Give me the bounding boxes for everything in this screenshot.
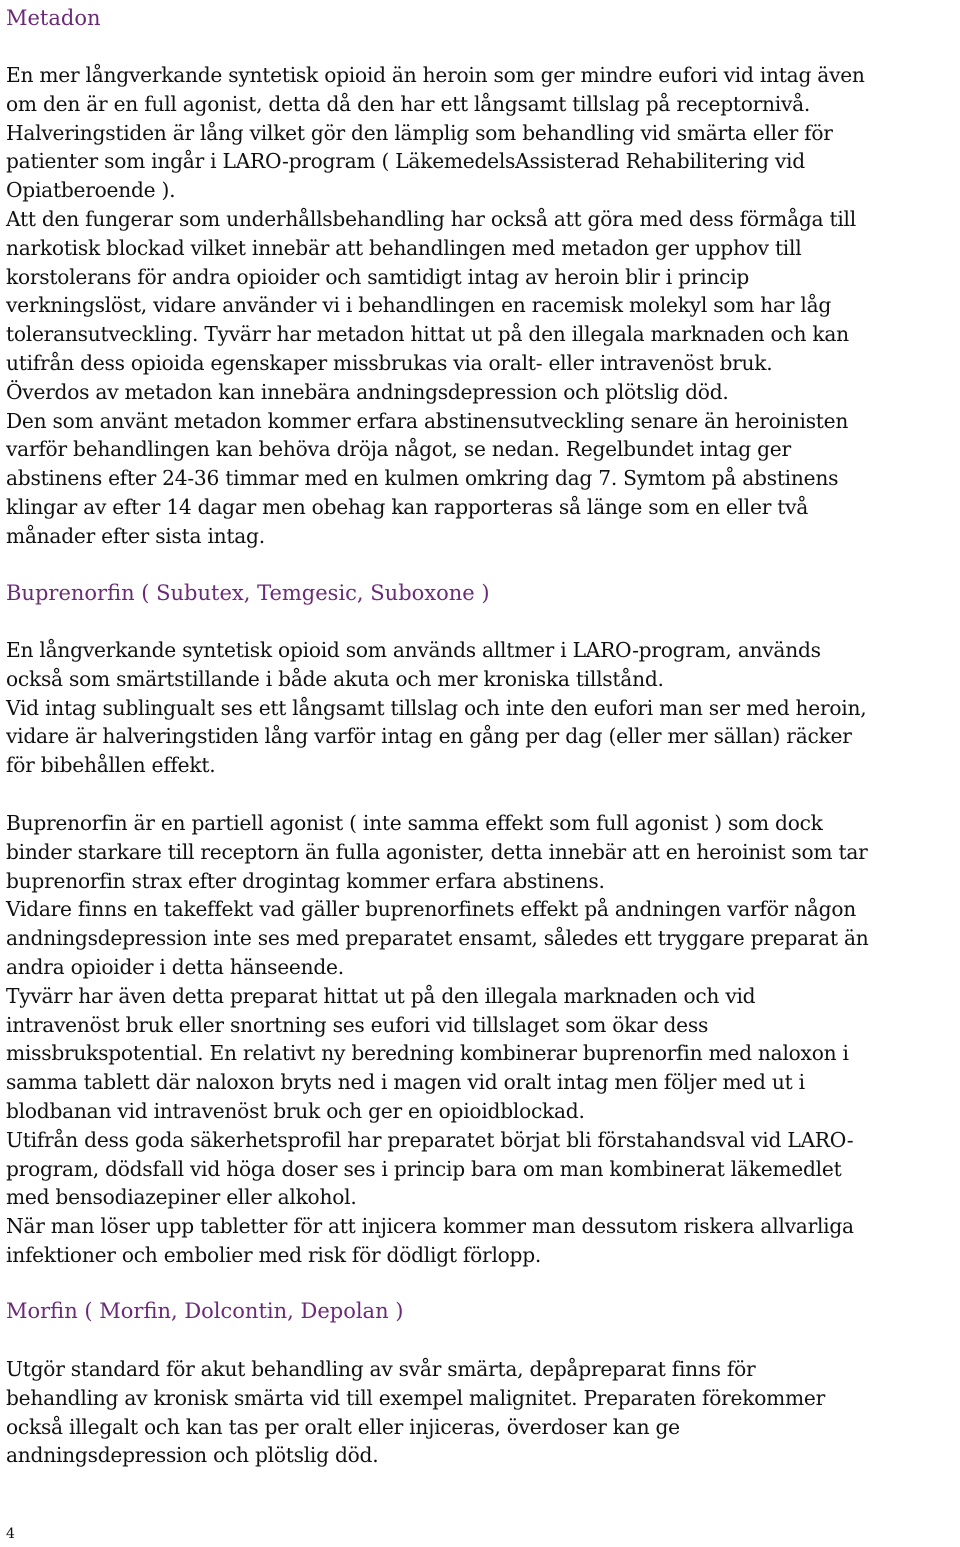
text-line: patienter som ingår i LARO-program ( LäkemedelsAssisterad Rehabilitering vid xyxy=(6,149,805,174)
paragraph-metadon xyxy=(6,61,956,551)
text-line: intravenöst bruk eller snortning ses eufori vid tillslaget som ökar dess xyxy=(6,1012,709,1037)
text-line: samma tablett där naloxon bryts ned i magen vid oralt intag men följer med ut i xyxy=(6,1070,805,1095)
text-line: buprenorfin strax efter drogintag kommer erfara abstinens. xyxy=(6,868,605,893)
section-heading-morfin: Morfin ( Morfin, Dolcontin, Depolan ) xyxy=(6,1299,404,1323)
text-line: Att den fungerar som underhållsbehandling har också att göra med dess förmåga till xyxy=(6,206,856,231)
section-heading-buprenorfin: Buprenorfin ( Subutex, Temgesic, Suboxone ) xyxy=(6,581,490,605)
text-line: Utgör standard för akut behandling av svår smärta, depåpreparat finns för xyxy=(6,1357,756,1381)
text-line: verkningslöst, vidare använder vi i behandlingen en racemisk molekyl som har låg xyxy=(6,293,832,318)
text-line: Buprenorfin är en partiell agonist ( inte samma effekt som full agonist ) som dock xyxy=(6,811,823,835)
text-line: utifrån dess opioida egenskaper missbrukas via oralt- eller intravenöst bruk. xyxy=(6,350,773,375)
text-line: andra opioider i detta hänseende. xyxy=(6,954,344,979)
text-line: blodbanan vid intravenöst bruk och ger en opioidblockad. xyxy=(6,1098,585,1123)
text-line: narkotisk blockad vilket innebär att behandlingen med metadon ger upphov till xyxy=(6,235,802,260)
text-line: för bibehållen effekt. xyxy=(6,753,216,778)
text-line: Vidare finns en takeffekt vad gäller buprenorfinets effekt på andningen varför någon xyxy=(6,897,856,922)
text-line: abstinens efter 24-36 timmar med en kulmen omkring dag 7. Symtom på abstinens xyxy=(6,466,839,491)
text-line: infektioner och embolier med risk för dödligt förlopp. xyxy=(6,1242,542,1267)
text-line: vidare är halveringstiden lång varför intag en gång per dag (eller mer sällan) räcker xyxy=(6,724,852,749)
text-line: behandling av kronisk smärta vid till exempel malignitet. Preparaten förekommer xyxy=(6,1385,825,1410)
text-line: Halveringstiden är lång vilket gör den lämplig som behandling vid smärta eller för xyxy=(6,120,833,145)
text-line: månader efter sista intag. xyxy=(6,523,265,548)
text-line: Vid intag sublingualt ses ett långsamt tillslag och inte den eufori man ser med heroin, xyxy=(6,695,867,720)
page-number: 4 xyxy=(6,1526,15,1542)
text-line: program, dödsfall vid höga doser ses i princip bara om man kombinerat läkemedlet xyxy=(6,1156,842,1181)
text-line: Den som använt metadon kommer erfara abstinensutveckling senare än heroinisten xyxy=(6,408,849,433)
text-line: Utifrån dess goda säkerhetsprofil har preparatet börjat bli förstahandsval vid LARO- xyxy=(6,1127,854,1152)
text-line: korstolerans för andra opioider och samtidigt intag av heroin blir i princip xyxy=(6,264,750,289)
text-line: En långverkande syntetisk opioid som används alltmer i LARO-program, används xyxy=(6,638,821,662)
text-line: också illegalt och kan tas per oralt eller injiceras, överdoser kan ge xyxy=(6,1414,680,1439)
text-line: När man löser upp tabletter för att injicera kommer man dessutom riskera allvarliga xyxy=(6,1214,854,1239)
paragraph-buprenorfin-intro xyxy=(6,636,956,780)
text-line: toleransutveckling. Tyvärr har metadon hittat ut på den illegala marknaden och kan xyxy=(6,322,849,347)
text-line: En mer långverkande syntetisk opioid än heroin som ger mindre eufori vid intag även xyxy=(6,63,865,87)
text-line: klingar av efter 14 dagar men obehag kan rapporteras så länge som en eller två xyxy=(6,494,809,519)
text-line: också som smärtstillande i både akuta och mer kroniska tillstånd. xyxy=(6,666,664,691)
text-line: om den är en full agonist, detta då den har ett långsamt tillslag på receptornivå. xyxy=(6,91,811,116)
text-line: andningsdepression inte ses med preparatet ensamt, således ett tryggare preparat än xyxy=(6,926,869,951)
text-line: Tyvärr har även detta preparat hittat ut på den illegala marknaden och vid xyxy=(6,983,756,1008)
text-line: med bensodiazepiner eller alkohol. xyxy=(6,1185,357,1210)
paragraph-morfin xyxy=(6,1355,956,1470)
paragraph-buprenorfin-details xyxy=(6,809,956,1270)
text-line: missbrukspotential. En relativt ny beredning kombinerar buprenorfin med naloxon i xyxy=(6,1041,849,1066)
section-heading-metadon: Metadon xyxy=(6,6,101,30)
text-line: andningsdepression och plötslig död. xyxy=(6,1443,379,1468)
text-line: varför behandlingen kan behöva dröja något, se nedan. Regelbundet intag ger xyxy=(6,437,791,462)
text-line: Opiatberoende ). xyxy=(6,178,176,203)
text-line: Överdos av metadon kan innebära andningsdepression och plötslig död. xyxy=(6,379,729,404)
text-line: binder starkare till receptorn än fulla agonister, detta innebär att en heroinist som tar xyxy=(6,839,868,864)
